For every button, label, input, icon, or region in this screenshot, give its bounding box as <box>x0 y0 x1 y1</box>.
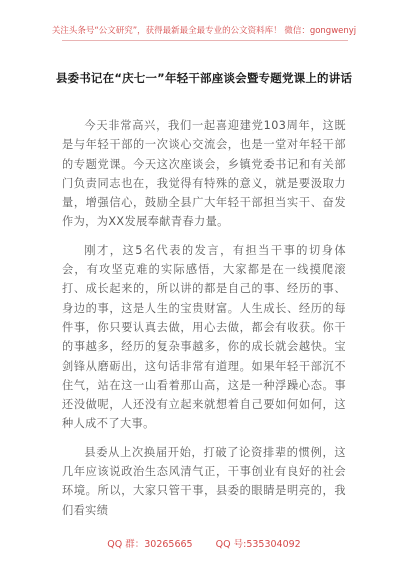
paragraph-1: 今天非常高兴，我们一起喜迎建党103周年，这既是与年轻干部的一次谈心交流会，也是一堂对年轻干部的专题党课。今天这次座谈会，乡镇党委书记和有关部门负责同志也在，我觉得有特殊的意义，就是要汲取力量，增强信心，鼓励全县广大年轻干部担当实干、奋发作为，为XX发展奉献青春力量。 <box>62 119 346 229</box>
footer-qq-number: QQ 号:535304092 <box>215 539 301 550</box>
header-note: 关注头条号“公文研究”，获得最新最全最专业的公文资料库！ 微信：gongwenyj <box>51 26 357 36</box>
footer-qq-group: QQ 群：30265665 <box>107 539 193 550</box>
page-title: 县委书记在“庆七一”年轻干部座谈会暨专题党课上的讲话 <box>55 71 353 85</box>
document-body <box>62 116 346 529</box>
paragraph-2: 刚才，这5名代表的发言，有担当干事的切身体会，有攻坚克难的实际感悟，大家都是在一线摸爬滚打、成长起来的，所以讲的都是自己的事、经历的事、身边的事，这是人生的宝贵财富。人生成长、经历的每件事，你只要认真去做，用心去做，都会有收获。你干的事越多，经历的复杂事越多，你的成长就会越快。宝剑锋从磨砺出，这句话非常有道理。如果年轻干部沉不住气，站在这一山看着那山高，这是一种浮躁心态。事还没做呢，人还没有立起来就想着自己要如何如何，这种人成不了大事。 <box>62 243 346 431</box>
paragraph-3: 县委从上次换届开始，打破了论资排辈的惯例，这几年应该说政治生态风清气正，干事创业有良好的社会环境。所以，大家只管干事，县委的眼睛是明亮的，我们看实绩 <box>62 445 346 517</box>
header-divider <box>62 40 348 41</box>
footer <box>0 536 408 550</box>
